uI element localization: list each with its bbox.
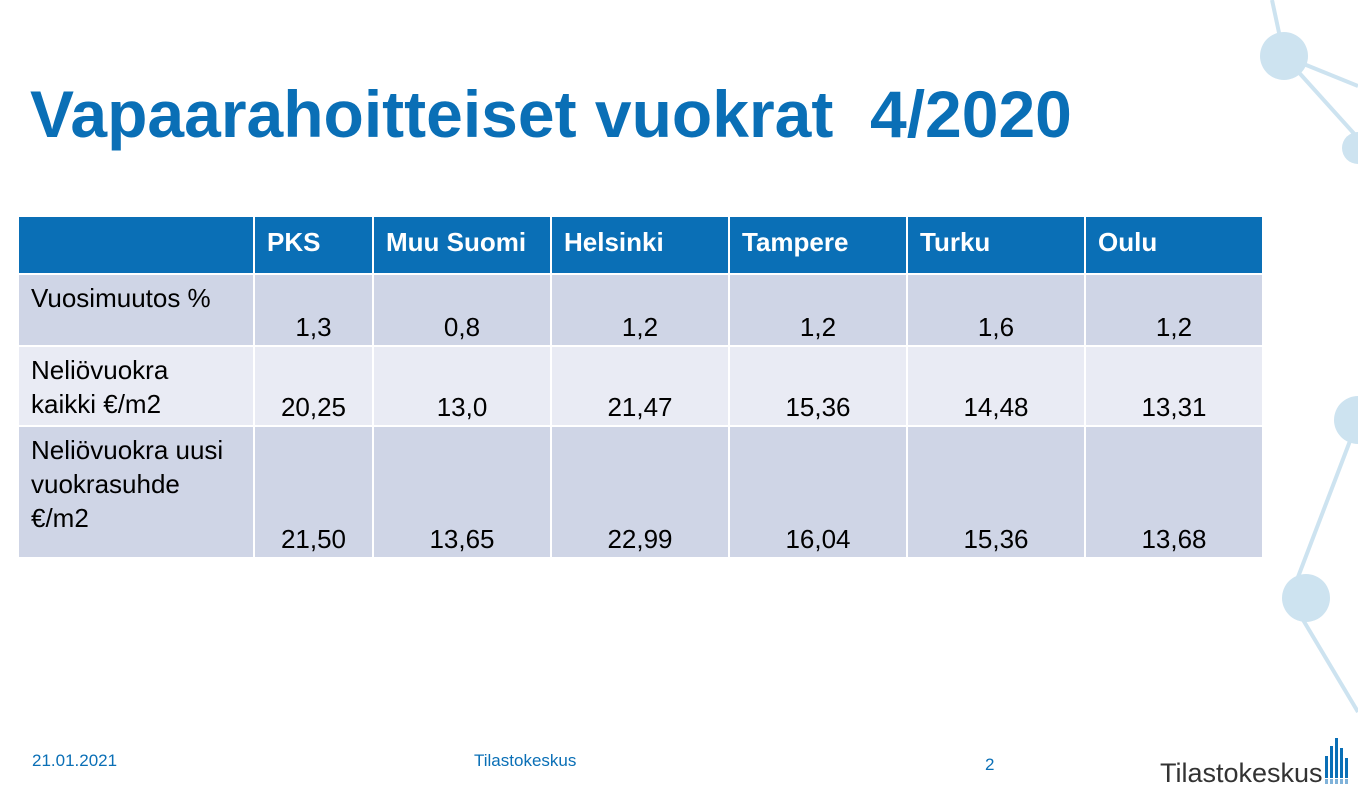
- bar-chart-icon: [1325, 738, 1349, 784]
- column-header-muu-suomi: Muu Suomi: [373, 216, 551, 274]
- network-node: [1342, 132, 1358, 164]
- table-cell: 1,6: [907, 274, 1085, 346]
- footer-organization: Tilastokeskus: [474, 751, 577, 770]
- table-cell: 15,36: [729, 346, 907, 426]
- row-label: [18, 346, 254, 426]
- row-label-line: kaikki €/m2: [31, 389, 162, 419]
- table-cell: 1,2: [1085, 274, 1263, 346]
- row-label: [18, 274, 254, 346]
- network-node: [1334, 396, 1358, 444]
- network-node: [1282, 574, 1330, 622]
- table-cell: 1,2: [551, 274, 729, 346]
- column-header-pks: PKS: [254, 216, 373, 274]
- table-cell: 22,99: [551, 426, 729, 558]
- table-row: [18, 274, 1263, 346]
- network-node: [1260, 32, 1308, 80]
- row-label-line: vuokrasuhde: [31, 469, 180, 499]
- row-label-line: Neliövuokra: [31, 355, 169, 385]
- column-header-empty: [18, 216, 254, 274]
- logo-text: Tilastokeskus: [1160, 758, 1323, 788]
- table-row: [18, 346, 1263, 426]
- slide-title: Vapaarahoitteiset vuokrat 4/2020: [30, 77, 1072, 151]
- table-cell: 13,68: [1085, 426, 1263, 558]
- column-header-turku: Turku: [907, 216, 1085, 274]
- table-row: [18, 426, 1263, 558]
- rent-table: [17, 215, 1264, 559]
- table-cell: 16,04: [729, 426, 907, 558]
- column-header-helsinki: Helsinki: [551, 216, 729, 274]
- table-cell: 20,25: [254, 346, 373, 426]
- column-header-oulu: Oulu: [1085, 216, 1263, 274]
- table-cell: 15,36: [907, 426, 1085, 558]
- table-cell: 14,48: [907, 346, 1085, 426]
- table-cell: 1,2: [729, 274, 907, 346]
- table-cell: 13,0: [373, 346, 551, 426]
- row-label-line: Neliövuokra uusi: [31, 435, 224, 465]
- row-label-line: Vuosimuutos %: [31, 283, 211, 313]
- table-cell: 13,65: [373, 426, 551, 558]
- table-cell: 21,50: [254, 426, 373, 558]
- tilastokeskus-logo: [1160, 738, 1350, 788]
- table-cell: 1,3: [254, 274, 373, 346]
- table-cell: 0,8: [373, 274, 551, 346]
- page-number: 2: [985, 755, 995, 774]
- column-header-tampere: Tampere: [729, 216, 907, 274]
- table-header-row: [18, 216, 1263, 274]
- table-cell: 21,47: [551, 346, 729, 426]
- row-label: [18, 426, 254, 558]
- footer-date: 21.01.2021: [32, 751, 118, 770]
- row-label-line: €/m2: [31, 503, 89, 533]
- table-cell: 13,31: [1085, 346, 1263, 426]
